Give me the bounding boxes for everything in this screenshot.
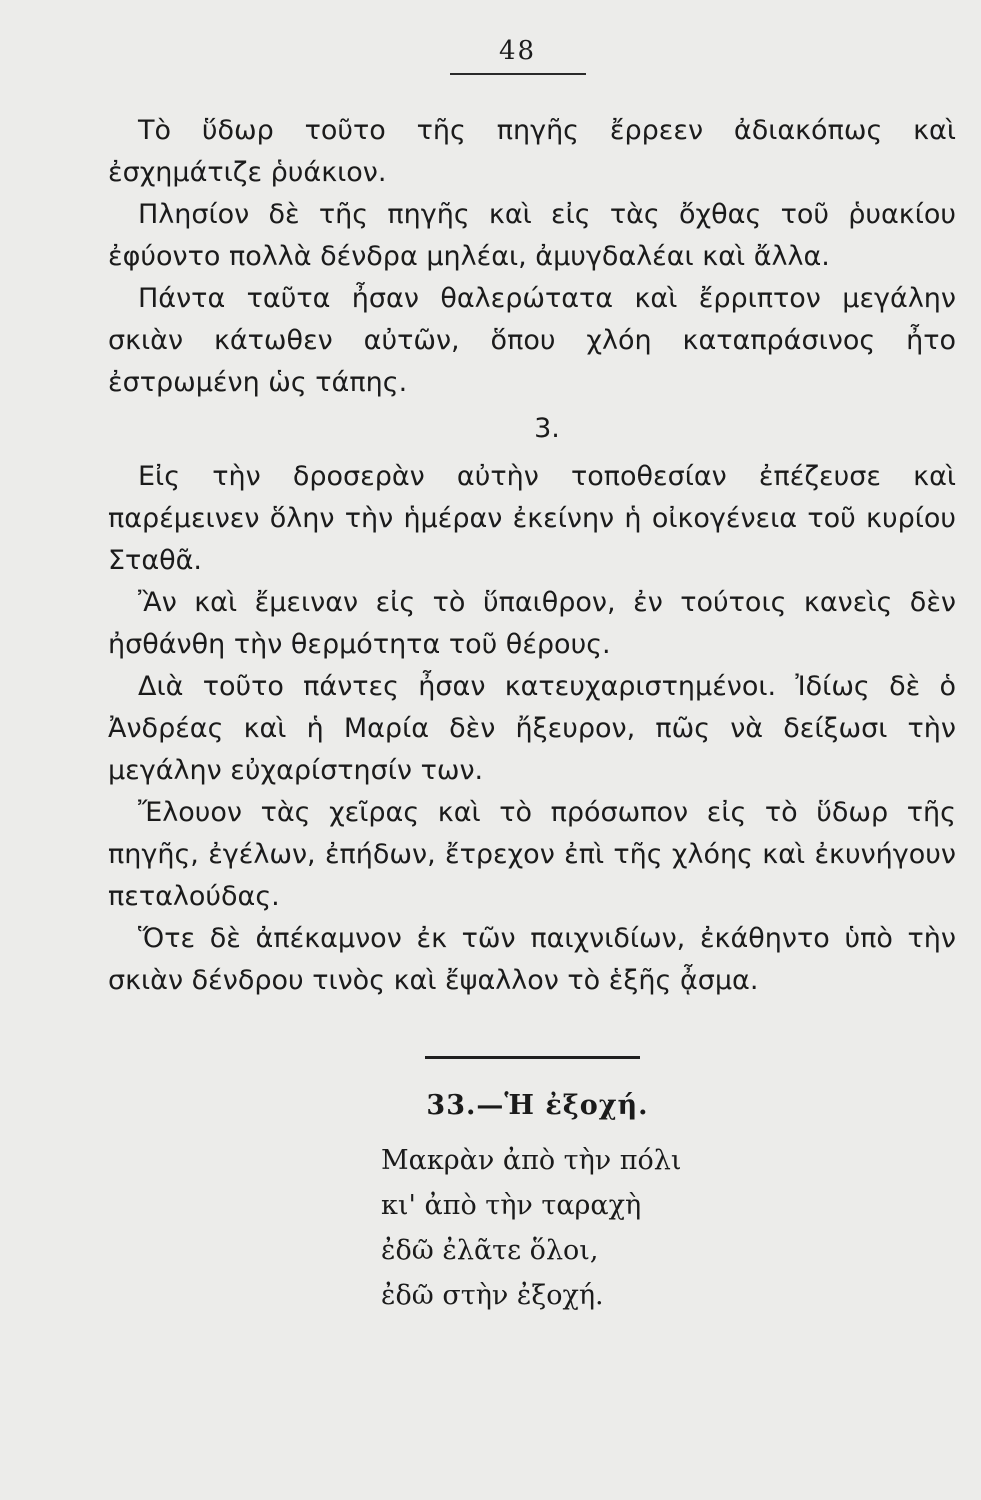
poem xyxy=(381,1138,681,1318)
body-text xyxy=(108,110,956,1002)
section-divider xyxy=(425,1056,640,1059)
paragraph: Εἰς τὴν δροσερὰν αὐτὴν τοποθεσίαν ἐπέζευσε καὶ παρέμεινεν ὅλην τὴν ἡμέραν ἐκείνην ἡ οἰκογένεια τοῦ κυρίου Σταθᾶ. xyxy=(108,461,956,576)
poem-line: ἐδῶ στὴν ἐξοχή. xyxy=(381,1280,604,1311)
header-rule xyxy=(450,73,586,75)
section-number: 3. xyxy=(534,413,560,444)
page-number: 48 xyxy=(498,36,537,66)
poem-line: κι' ἀπὸ τὴν ταραχὴ xyxy=(381,1190,642,1221)
paragraph: Ὅτε δὲ ἀπέκαμνον ἐκ τῶν παιχνιδίων, ἐκάθηντο ὑπὸ τὴν σκιὰν δένδρου τινὸς καὶ ἔψαλλον τὸ ἑξῆς ᾆσμα. xyxy=(108,923,956,996)
poem-line: ἐδῶ ἐλᾶτε ὅλοι, xyxy=(381,1235,599,1266)
poem-line: Μακρὰν ἀπὸ τὴν πόλι xyxy=(381,1145,682,1176)
paragraph: Ἂν καὶ ἔμειναν εἰς τὸ ὕπαιθρον, ἐν τούτοις κανεὶς δὲν ἠσθάνθη τὴν θερμότητα τοῦ θέρους. xyxy=(108,587,956,660)
poem-heading xyxy=(0,1090,981,1121)
poem-title: Ἡ ἐξοχή. xyxy=(504,1090,649,1121)
paragraph: Διὰ τοῦτο πάντες ἦσαν κατευχαριστημένοι. Ἰδίως δὲ ὁ Ἀνδρέας καὶ ἡ Μαρία δὲν ἤξευρον, πῶς νὰ δείξωσι τὴν μεγάλην εὐχαρίστησίν των. xyxy=(108,671,956,786)
poem-number: 33.— xyxy=(426,1090,505,1121)
paragraph: Πάντα ταῦτα ἦσαν θαλερώτατα καὶ ἔρριπτον μεγάλην σκιὰν κάτωθεν αὐτῶν, ὅπου χλόη καταπράσινος ἦτο ἐστρωμένη ὡς τάπης. xyxy=(108,283,956,398)
paragraph: Πλησίον δὲ τῆς πηγῆς καὶ εἰς τὰς ὄχθας τοῦ ῥυακίου ἐφύοντο πολλὰ δένδρα μηλέαι, ἀμυγδαλέαι καὶ ἄλλα. xyxy=(108,199,956,272)
paragraph: Ἔλουον τὰς χεῖρας καὶ τὸ πρόσωπον εἰς τὸ ὕδωρ τῆς πηγῆς, ἐγέλων, ἐπήδων, ἔτρεχον ἐπὶ τῆς χλόης καὶ ἐκυνήγουν πεταλούδας. xyxy=(108,797,956,912)
paragraph: Τὸ ὕδωρ τοῦτο τῆς πηγῆς ἔρρεεν ἀδιακόπως καὶ ἐσχημάτιζε ῥυάκιον. xyxy=(108,115,956,188)
